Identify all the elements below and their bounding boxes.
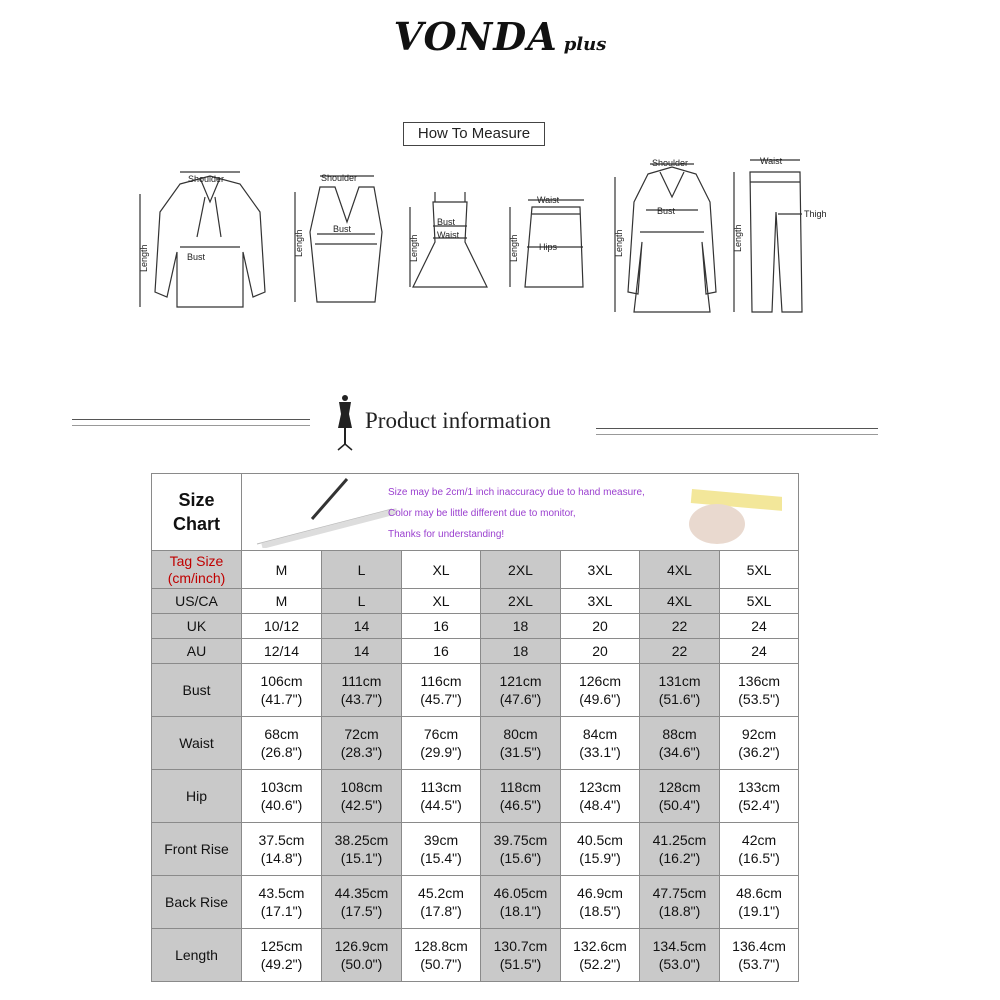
cm-value: 84cm xyxy=(582,726,618,742)
cm-value: 44.35cm xyxy=(334,885,389,901)
waist-label-4: Waist xyxy=(537,195,560,205)
inch-value: (15.1") xyxy=(340,850,383,866)
pants-figure xyxy=(733,156,827,312)
row-label: UK xyxy=(152,614,242,639)
bust-label-3: Bust xyxy=(437,217,456,227)
row-label: Waist xyxy=(152,717,242,770)
measurement-cell xyxy=(322,929,402,982)
length-label-2: Length xyxy=(294,229,304,257)
measurement-cell xyxy=(720,876,799,929)
size-cell: 14 xyxy=(322,614,402,639)
measurement-cell xyxy=(640,664,720,717)
skirt-figure xyxy=(509,195,584,287)
cm-value: 111cm xyxy=(341,673,382,689)
cm-value: 40.5cm xyxy=(577,832,623,848)
length-label-1: Length xyxy=(139,244,149,272)
measurement-cell xyxy=(242,770,322,823)
inch-value: (26.8") xyxy=(260,744,303,760)
size-cell: 10/12 xyxy=(242,614,322,639)
measurement-cell xyxy=(481,664,561,717)
row-label: Hip xyxy=(152,770,242,823)
row-label: Bust xyxy=(152,664,242,717)
cm-value: 45.2cm xyxy=(418,885,464,901)
inch-value: (51.5") xyxy=(499,956,542,972)
inch-value: (47.6") xyxy=(499,691,542,707)
waist-label-6: Waist xyxy=(760,156,783,166)
cm-value: 134.5cm xyxy=(652,938,707,954)
cm-value: 130.7cm xyxy=(493,938,548,954)
size-cell: 2XL xyxy=(481,589,561,614)
measurement-cell xyxy=(322,717,402,770)
cm-value: 42cm xyxy=(741,832,777,848)
length-label-6: Length xyxy=(733,224,743,252)
cm-value: 103cm xyxy=(260,779,303,795)
measurement-cell xyxy=(322,823,402,876)
measurement-cell xyxy=(242,823,322,876)
measurement-row xyxy=(152,876,799,929)
inch-value: (18.1") xyxy=(499,903,542,919)
inch-value: (18.8") xyxy=(658,903,701,919)
cm-value: 126.9cm xyxy=(334,938,389,954)
coat-figure xyxy=(614,158,716,312)
size-row xyxy=(152,614,799,639)
length-label-3: Length xyxy=(409,234,419,262)
divider-right-top xyxy=(596,428,878,429)
row-label: Length xyxy=(152,929,242,982)
inch-value: (41.7") xyxy=(260,691,303,707)
measurement-cell xyxy=(561,876,640,929)
divider-left-top xyxy=(72,419,310,420)
cm-value: 39.75cm xyxy=(493,832,548,848)
cm-value: 38.25cm xyxy=(334,832,389,848)
measurement-cell xyxy=(720,664,799,717)
measurement-cell xyxy=(720,770,799,823)
waist-label-3: Waist xyxy=(437,230,460,240)
dress-form-icon xyxy=(334,394,356,457)
cm-value: 39cm xyxy=(423,832,459,848)
cm-value: 72cm xyxy=(344,726,379,742)
thigh-label-6: Thigh xyxy=(804,209,827,219)
measurement-cell xyxy=(481,876,561,929)
measurement-cell xyxy=(402,876,481,929)
cm-value: 133cm xyxy=(738,779,781,795)
inch-value: (52.2") xyxy=(579,956,621,972)
cm-value: 41.25cm xyxy=(652,832,707,848)
tag-size-cell: 5XL xyxy=(720,551,799,589)
inch-value: (50.4") xyxy=(658,797,701,813)
measurement-cell xyxy=(640,770,720,823)
length-label-5: Length xyxy=(614,229,624,257)
measurement-cell xyxy=(640,823,720,876)
size-cell: 16 xyxy=(402,639,481,664)
measurement-cell xyxy=(481,770,561,823)
size-cell: 3XL xyxy=(561,589,640,614)
tag-size-cell: 4XL xyxy=(640,551,720,589)
measurement-cell xyxy=(322,664,402,717)
cm-value: 118cm xyxy=(500,779,541,795)
inch-value: (17.8") xyxy=(420,903,462,919)
size-cell: 18 xyxy=(481,614,561,639)
inch-value: (36.2") xyxy=(738,744,780,760)
cm-value: 125cm xyxy=(260,938,303,954)
size-cell: 22 xyxy=(640,614,720,639)
dress-figure xyxy=(409,192,487,287)
inch-value: (46.5") xyxy=(499,797,542,813)
inch-value: (15.6") xyxy=(499,850,542,866)
note-line-3: Thanks for understanding! xyxy=(388,529,505,540)
blouse-figure xyxy=(139,172,265,307)
size-chart-title: Size Chart xyxy=(152,474,242,551)
inch-value: (15.9") xyxy=(579,850,621,866)
cm-value: 136.4cm xyxy=(732,938,786,954)
size-cell: 5XL xyxy=(720,589,799,614)
cm-value: 108cm xyxy=(340,779,383,795)
cm-value: 46.9cm xyxy=(577,885,623,901)
measurement-row xyxy=(152,664,799,717)
size-cell: 22 xyxy=(640,639,720,664)
size-chart-notes xyxy=(242,474,799,551)
cm-value: 132.6cm xyxy=(573,938,627,954)
brand-suffix: plus xyxy=(563,34,607,55)
measurement-cell xyxy=(402,929,481,982)
measurement-cell xyxy=(242,929,322,982)
measurement-cell xyxy=(322,876,402,929)
divider-left-bottom xyxy=(72,425,310,426)
inch-value: (50.7") xyxy=(420,956,462,972)
measurement-cell xyxy=(561,770,640,823)
size-cell: 12/14 xyxy=(242,639,322,664)
inch-value: (53.0") xyxy=(658,956,701,972)
measurement-cell xyxy=(242,717,322,770)
measurement-cell xyxy=(561,717,640,770)
inch-value: (48.4") xyxy=(579,797,621,813)
inch-value: (44.5") xyxy=(420,797,462,813)
measurement-cell xyxy=(561,664,640,717)
cm-value: 43.5cm xyxy=(258,885,305,901)
inch-value: (28.3") xyxy=(340,744,383,760)
inch-value: (31.5") xyxy=(499,744,542,760)
inch-value: (15.4") xyxy=(420,850,462,866)
note-line-1: Size may be 2cm/1 inch inaccuracy due to hand measure, xyxy=(388,487,645,498)
cm-value: 80cm xyxy=(503,726,538,742)
cm-value: 136cm xyxy=(738,673,781,689)
tag-size-cell: XL xyxy=(402,551,481,589)
measurement-illustrations xyxy=(125,152,845,327)
size-cell: 16 xyxy=(402,614,481,639)
shoulder-label-1: Shoulder xyxy=(188,174,225,184)
cm-value: 106cm xyxy=(260,673,303,689)
inch-value: (49.6") xyxy=(579,691,621,707)
inch-value: (33.1") xyxy=(579,744,621,760)
bust-label-1: Bust xyxy=(187,252,206,262)
inch-value: (53.7") xyxy=(738,956,780,972)
size-cell: 20 xyxy=(561,614,640,639)
measurement-cell xyxy=(481,717,561,770)
cm-value: 37.5cm xyxy=(258,832,305,848)
measurement-cell xyxy=(242,876,322,929)
measurement-cell xyxy=(322,770,402,823)
measurement-row xyxy=(152,929,799,982)
size-cell: 20 xyxy=(561,639,640,664)
size-row xyxy=(152,589,799,614)
measurement-cell xyxy=(561,823,640,876)
note-line-2: Color may be little different due to monitor, xyxy=(388,508,576,519)
measurement-cell xyxy=(481,929,561,982)
inch-value: (17.5") xyxy=(340,903,383,919)
hips-label-4: Hips xyxy=(539,242,558,252)
size-cell: 18 xyxy=(481,639,561,664)
row-label: US/CA xyxy=(152,589,242,614)
measurement-row xyxy=(152,770,799,823)
inch-value: (49.2") xyxy=(260,956,303,972)
inch-value: (51.6") xyxy=(658,691,701,707)
measurement-cell xyxy=(402,770,481,823)
size-cell: 24 xyxy=(720,614,799,639)
cm-value: 92cm xyxy=(741,726,777,742)
cm-value: 68cm xyxy=(264,726,299,742)
size-chart-table xyxy=(151,473,799,982)
measurement-cell xyxy=(640,717,720,770)
bust-label-2: Bust xyxy=(333,224,352,234)
inch-value: (16.5") xyxy=(738,850,780,866)
tag-size-cell: 2XL xyxy=(481,551,561,589)
inch-value: (52.4") xyxy=(738,797,780,813)
size-row xyxy=(152,639,799,664)
divider-right-bottom xyxy=(596,434,878,435)
inch-value: (19.1") xyxy=(738,903,780,919)
shoulder-label-5: Shoulder xyxy=(652,158,689,168)
inch-value: (40.6") xyxy=(260,797,303,813)
how-to-measure-label: How To Measure xyxy=(403,122,545,146)
inch-value: (50.0") xyxy=(340,956,383,972)
tank-figure xyxy=(294,173,382,302)
product-information-title: Product information xyxy=(365,408,551,433)
size-cell: L xyxy=(322,589,402,614)
cm-value: 113cm xyxy=(420,779,462,795)
measurement-cell xyxy=(402,717,481,770)
cm-value: 128cm xyxy=(658,779,701,795)
measurement-row xyxy=(152,823,799,876)
brand-name: VONDA xyxy=(393,14,558,59)
measurement-cell xyxy=(481,823,561,876)
row-label: Back Rise xyxy=(152,876,242,929)
tag-size-cell: M xyxy=(242,551,322,589)
inch-value: (18.5") xyxy=(579,903,621,919)
size-cell: XL xyxy=(402,589,481,614)
cm-value: 48.6cm xyxy=(736,885,782,901)
inch-value: (29.9") xyxy=(420,744,462,760)
inch-value: (16.2") xyxy=(658,850,701,866)
cm-value: 126cm xyxy=(578,673,622,689)
measurement-cell xyxy=(640,876,720,929)
measurement-cell xyxy=(402,823,481,876)
brand-logo xyxy=(0,14,1000,59)
chart-header-row xyxy=(152,474,799,551)
cm-value: 88cm xyxy=(662,726,697,742)
shoulder-label-2: Shoulder xyxy=(321,173,358,183)
measurement-cell xyxy=(720,717,799,770)
bust-label-5: Bust xyxy=(657,206,676,216)
cm-value: 46.05cm xyxy=(493,885,548,901)
length-label-4: Length xyxy=(509,234,519,262)
size-cell: M xyxy=(242,589,322,614)
cm-value: 131cm xyxy=(658,673,701,689)
measurement-cell xyxy=(640,929,720,982)
cm-value: 123cm xyxy=(578,779,622,795)
cm-value: 121cm xyxy=(499,673,542,689)
inch-value: (17.1") xyxy=(260,903,303,919)
inch-value: (53.5") xyxy=(738,691,780,707)
cm-value: 76cm xyxy=(423,726,459,742)
cm-value: 128.8cm xyxy=(414,938,468,954)
tag-size-label: Tag Size (cm/inch) xyxy=(152,551,242,589)
measurement-cell xyxy=(242,664,322,717)
cm-value: 47.75cm xyxy=(652,885,707,901)
inch-value: (43.7") xyxy=(340,691,383,707)
measurement-row xyxy=(152,717,799,770)
row-label: AU xyxy=(152,639,242,664)
row-label: Front Rise xyxy=(152,823,242,876)
measurement-cell xyxy=(720,929,799,982)
measurement-cell xyxy=(720,823,799,876)
size-cell: 14 xyxy=(322,639,402,664)
inch-value: (14.8") xyxy=(260,850,303,866)
inch-value: (45.7") xyxy=(420,691,462,707)
inch-value: (34.6") xyxy=(658,744,701,760)
tag-size-cell: 3XL xyxy=(561,551,640,589)
cm-value: 116cm xyxy=(420,673,462,689)
tag-size-row xyxy=(152,551,799,589)
tag-size-cell: L xyxy=(322,551,402,589)
inch-value: (42.5") xyxy=(340,797,383,813)
measurement-cell xyxy=(402,664,481,717)
size-cell: 24 xyxy=(720,639,799,664)
measurement-cell xyxy=(561,929,640,982)
size-cell: 4XL xyxy=(640,589,720,614)
